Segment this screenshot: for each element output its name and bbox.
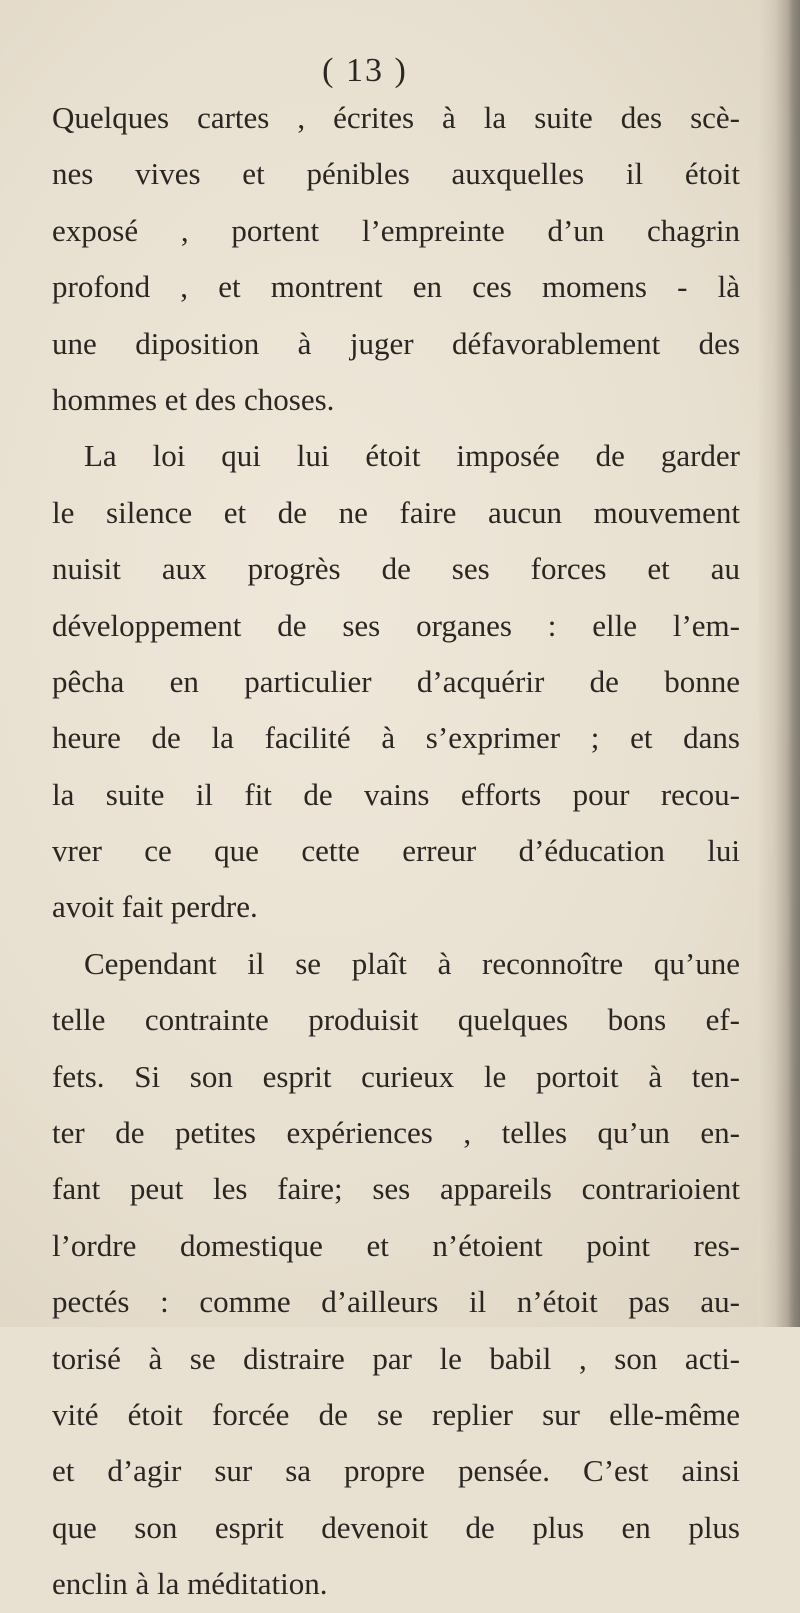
- text-line: exposé , portent l’empreinte d’un chagrin: [52, 212, 740, 248]
- text-line: fets. Si son esprit curieux le portoit à ten-: [52, 1058, 740, 1094]
- text-line: la suite il fit de vains efforts pour recou-: [52, 776, 740, 812]
- text-line: ter de petites expériences , telles qu’un en-: [52, 1115, 740, 1151]
- text-line: nes vives et pénibles auxquelles il étoit: [52, 156, 740, 192]
- text-line: fant peut les faire; ses appareils contrarioient: [52, 1171, 740, 1207]
- text-line: enclin à la méditation.: [52, 1566, 328, 1602]
- text-line: hommes et des choses.: [52, 381, 335, 417]
- page-number: ( 13 ): [322, 52, 408, 89]
- text-line: telle contrainte produisit quelques bons ef-: [52, 1002, 740, 1038]
- text-line: et d’agir sur sa propre pensée. C’est ainsi: [52, 1453, 740, 1489]
- text-line: vité étoit forcée de se replier sur elle-même: [52, 1396, 740, 1432]
- text-line: l’ordre domestique et n’étoient point res-: [52, 1227, 740, 1263]
- text-line: une diposition à juger défavorablement des: [52, 325, 740, 361]
- text-line: torisé à se distraire par le babil , son acti-: [52, 1340, 740, 1376]
- text-line: le silence et de ne faire aucun mouvement: [52, 494, 740, 530]
- text-line: vrer ce que cette erreur d’éducation lui: [52, 833, 740, 869]
- text-line: profond , et montrent en ces momens - là: [52, 269, 740, 305]
- text-line: pectés : comme d’ailleurs il n’étoit pas au-: [52, 1284, 740, 1320]
- text-line: avoit fait perdre.: [52, 889, 258, 925]
- text-line: Cependant il se plaît à reconnoître qu’une: [84, 945, 740, 981]
- text-line: Quelques cartes , écrites à la suite des scè-: [52, 100, 740, 135]
- text-line: nuisit aux progrès de ses forces et au: [52, 551, 740, 587]
- text-line: heure de la facilité à s’exprimer ; et dans: [52, 720, 740, 756]
- text-line: développement de ses organes : elle l’em-: [52, 607, 740, 643]
- text-line: que son esprit devenoit de plus en plus: [52, 1509, 740, 1545]
- text-line: pêcha en particulier d’acquérir de bonne: [52, 663, 740, 699]
- page-edge-shadow: [758, 0, 800, 1327]
- text-body: [52, 90, 740, 1613]
- text-line: La loi qui lui étoit imposée de garder: [84, 438, 740, 474]
